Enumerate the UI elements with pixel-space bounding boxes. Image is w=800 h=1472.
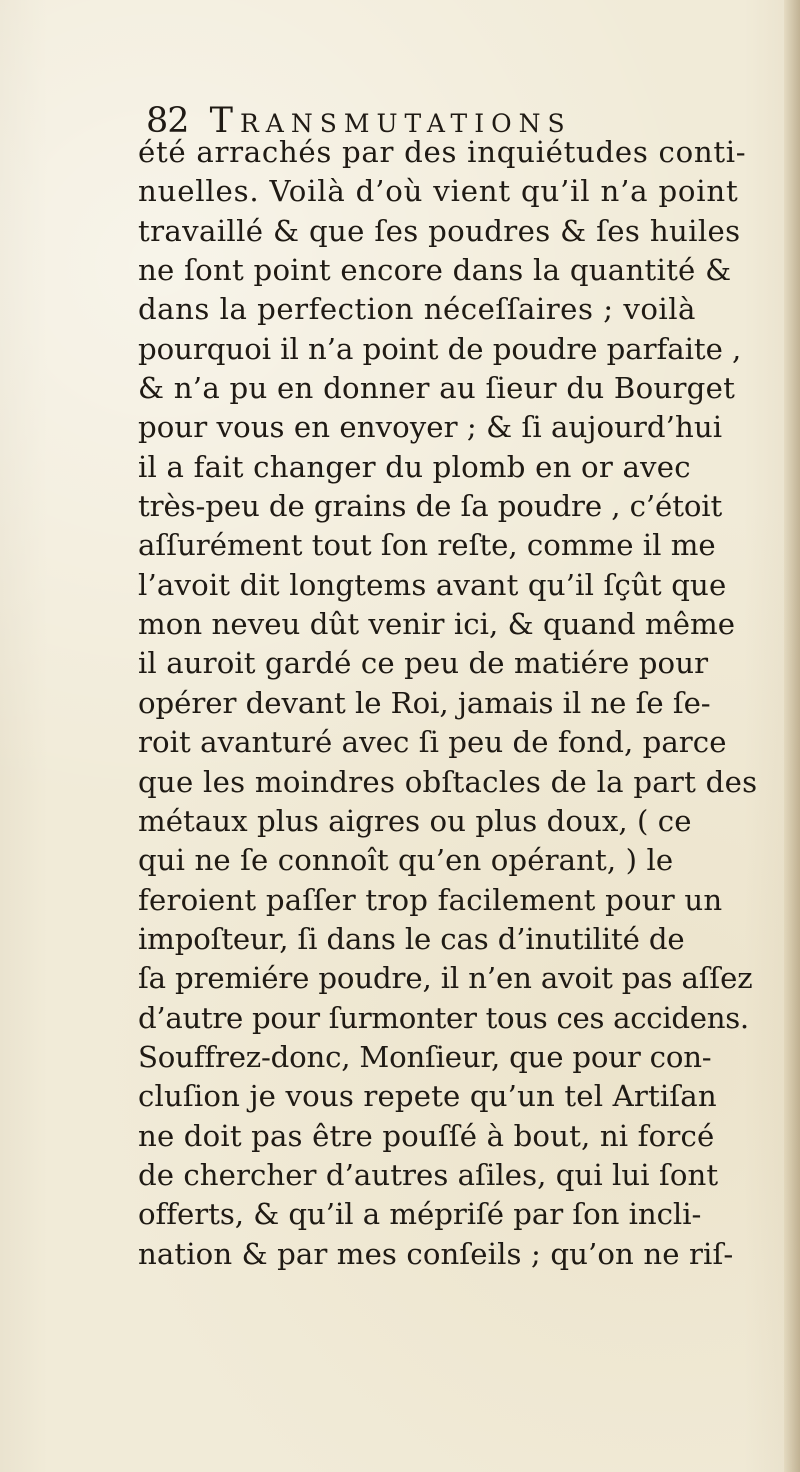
text-line: opérer devant le Roi, jamais il ne ſe ſe- <box>138 685 711 720</box>
text-line: qui ne ſe connoît qu’en opérant, ) le <box>138 843 674 878</box>
text-line: l’avoit dit longtems avant qu’il ſçût que <box>138 567 727 602</box>
running-title: Transmutations <box>209 101 572 141</box>
text-line: nation & par mes conſeils ; qu’on ne riſ- <box>138 1236 734 1271</box>
text-line: impoſteur, ſi dans le cas d’inutilité de <box>138 921 685 956</box>
text-line: métaux plus aigres ou plus doux, ( ce <box>138 803 692 838</box>
text-line: feroient paſſer trop facilement pour un <box>138 882 723 917</box>
text-line: aſſurément tout ſon reſte, comme il me <box>138 528 716 563</box>
text-line: ne doit pas être pouſſé à bout, ni forcé <box>138 1118 715 1153</box>
text-line: roit avanturé avec ſi peu de fond, parce <box>138 725 727 760</box>
text-line: ne ſont point encore dans la quantité & <box>138 253 732 288</box>
text-line: & n’a pu en donner au ſieur du Bourget <box>138 371 736 406</box>
text-line: d’autre pour ſurmonter tous ces accidens. <box>138 1000 749 1035</box>
text-line: pour vous en envoyer ; & ſi aujourd’hui <box>138 410 723 445</box>
text-line: mon neveu dût venir ici, & quand même <box>138 607 736 642</box>
text-line: Souffrez-donc, Monſieur, que pour con- <box>138 1039 712 1074</box>
text-line: que les moindres obſtacles de la part des <box>138 764 758 799</box>
text-line: été arrachés par des inquiétudes conti- <box>138 135 747 169</box>
text-line: cluſion je vous repete qu’un tel Artiſan <box>138 1079 717 1114</box>
text-line: ſa premiére poudre, il n’en avoit pas aſſez <box>138 961 753 996</box>
text-line: pourquoi il n’a point de poudre parfaite , <box>138 331 742 366</box>
page-edge-shadow <box>784 0 800 1472</box>
text-line: de chercher d’autres aſiles, qui lui ſont <box>138 1157 719 1192</box>
text-line: il a fait changer du plomb en or avec <box>138 449 691 484</box>
text-line: il auroit gardé ce peu de matiére pour <box>138 646 709 681</box>
text-line: dans la perfection néceſſaires ; voilà <box>138 292 696 327</box>
page-number: 82 <box>146 101 189 141</box>
text-line: travaillé & que ſes poudres & ſes huiles <box>138 213 741 248</box>
body-text <box>138 133 768 1274</box>
text-line: très-peu de grains de ſa poudre , c’étoit <box>138 489 723 524</box>
text-line: nuelles. Voilà d’où vient qu’il n’a point <box>138 174 739 209</box>
text-line: offerts, & qu’il a mépriſé par ſon incli- <box>138 1197 702 1232</box>
